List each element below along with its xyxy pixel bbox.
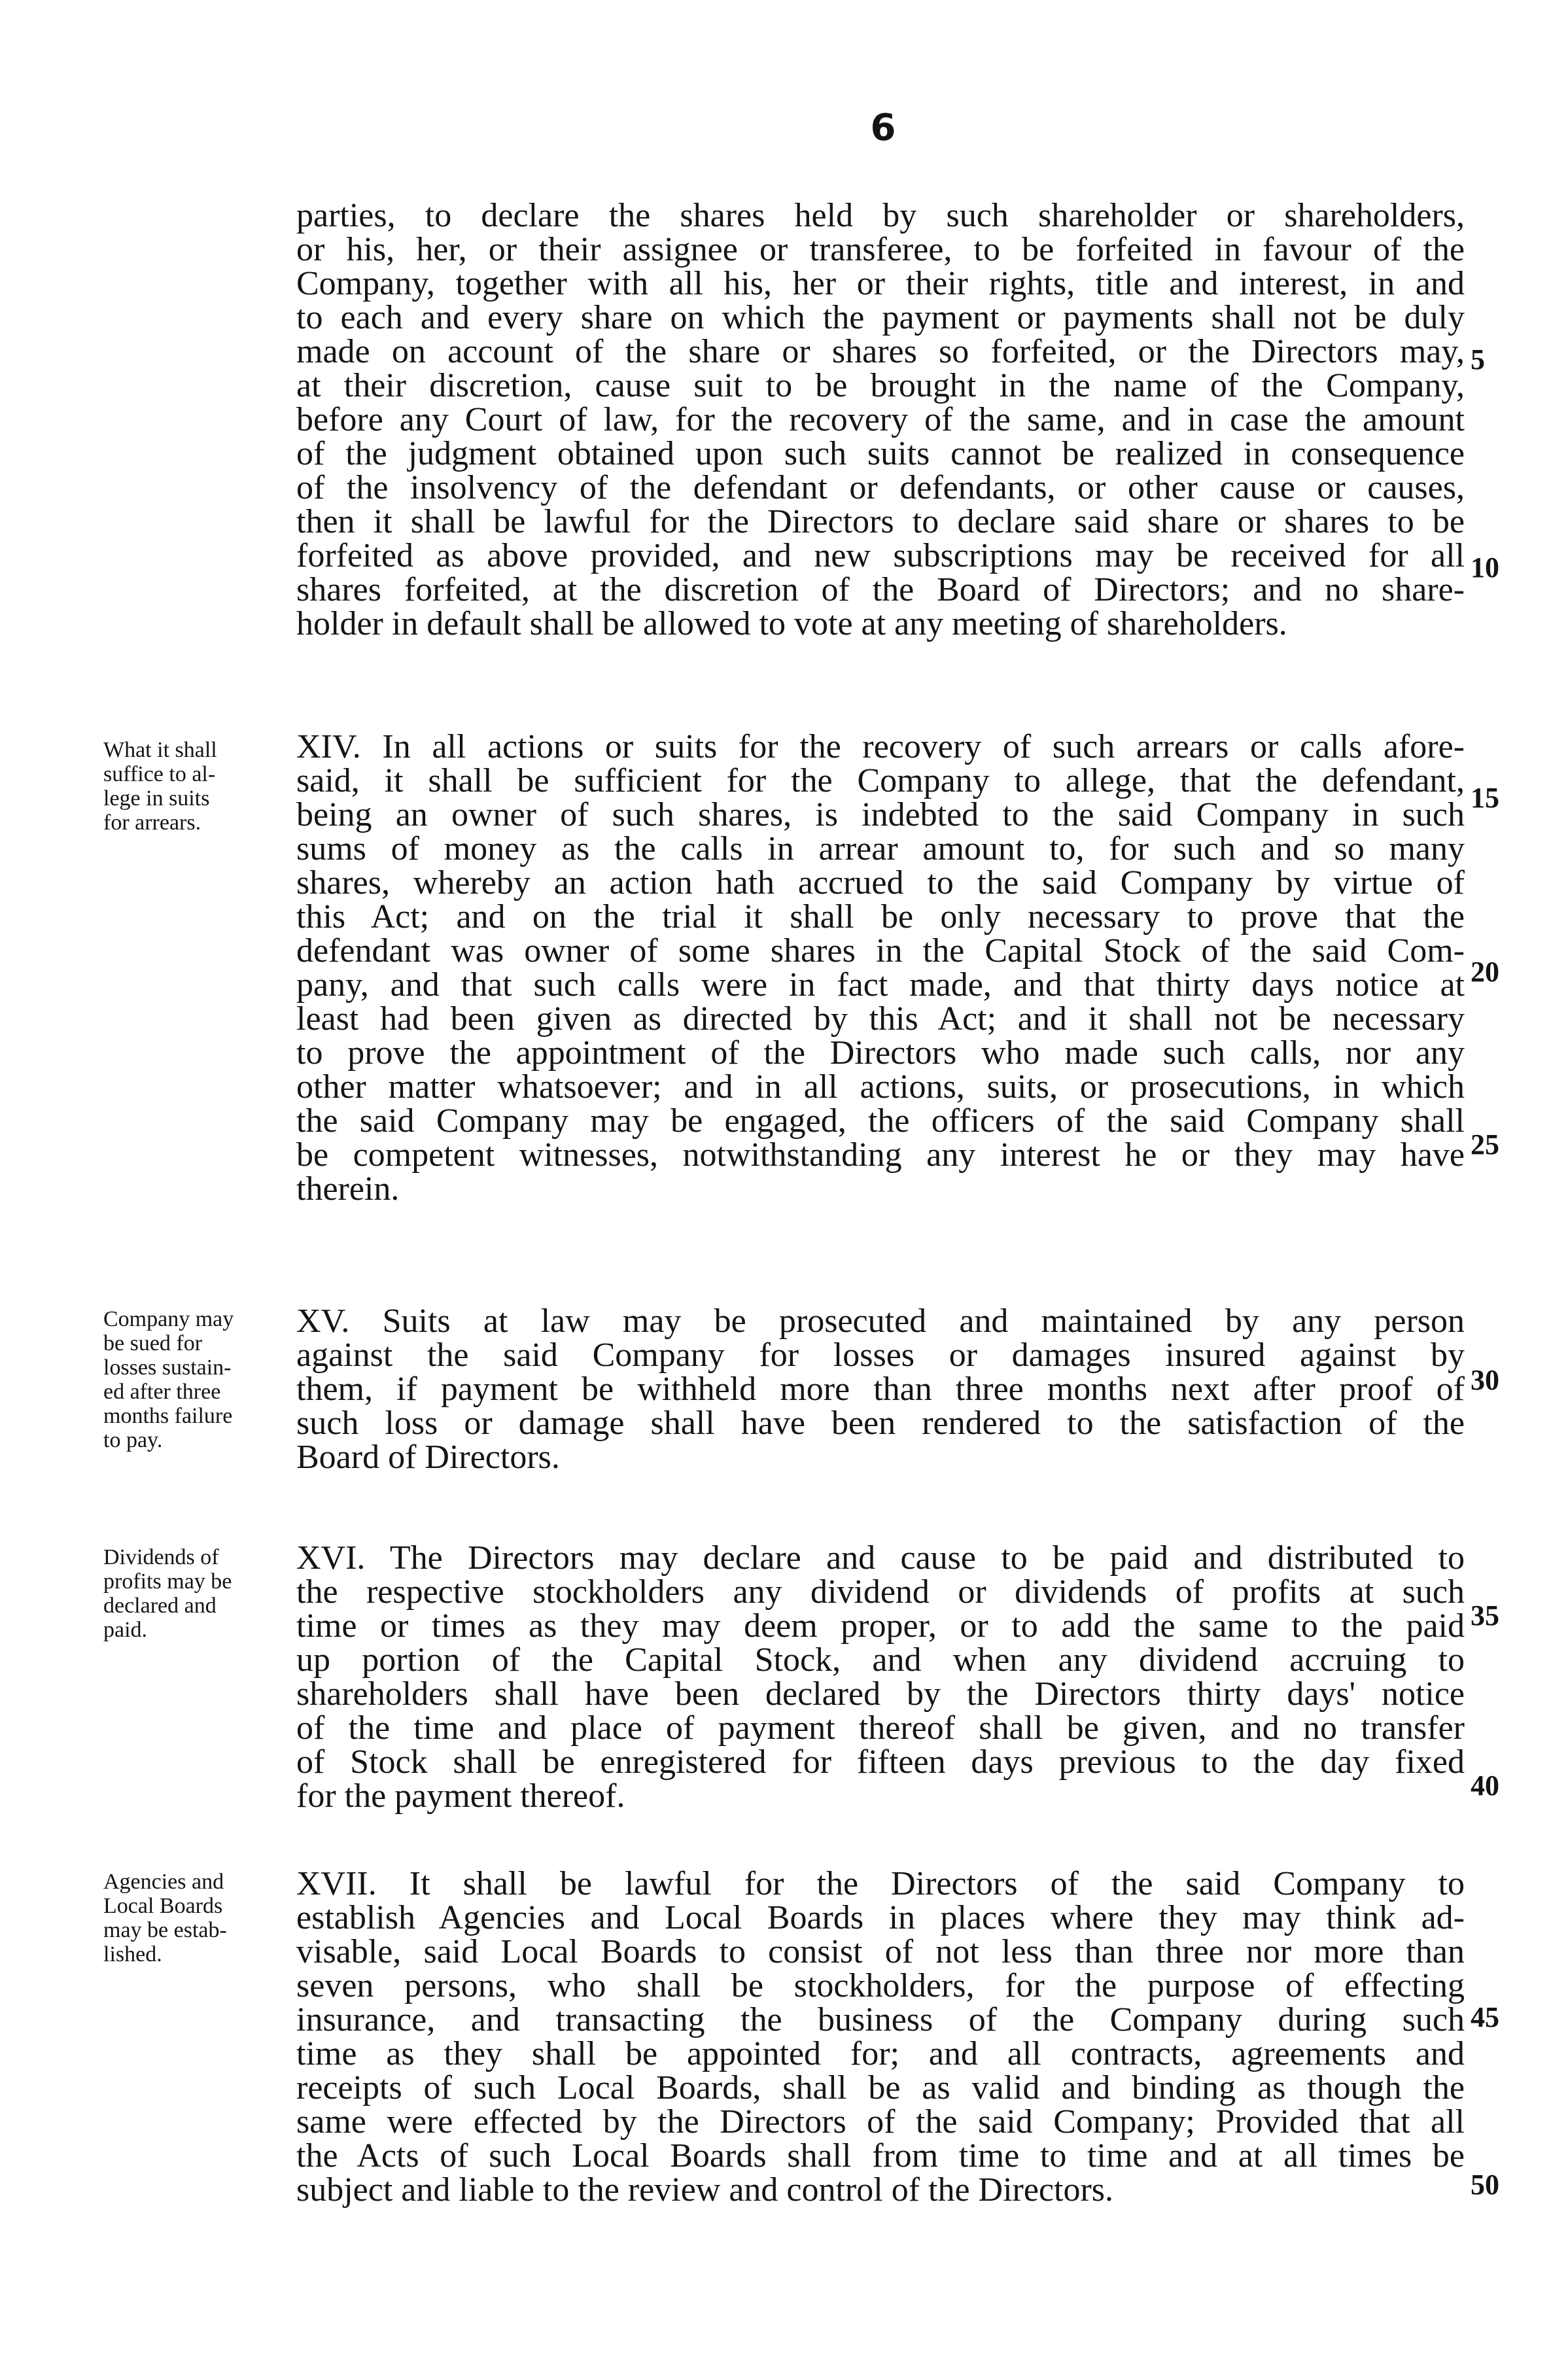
margin-note-line: declared and bbox=[103, 1594, 217, 1618]
text-line: parties, to declare the shares held by such shareholder or shareholders, bbox=[296, 197, 1465, 234]
text-line: establish Agencies and Local Boards in places where they may think ad- bbox=[296, 1899, 1465, 1936]
line-number: 30 bbox=[1471, 1364, 1499, 1396]
text-line: seven persons, who shall be stockholders, for the purpose of effecting bbox=[296, 1967, 1465, 2004]
text-line: shares, whereby an action hath accrued to the said Company by virtue of bbox=[296, 864, 1465, 901]
margin-note-line: lege in suits bbox=[103, 786, 210, 811]
margin-note-line: Dividends of bbox=[103, 1545, 219, 1569]
text-line: time as they shall be appointed for; and all contracts, agreements and bbox=[296, 2035, 1465, 2072]
text-line: the Acts of such Local Boards shall from time to time and at all times be bbox=[296, 2137, 1465, 2175]
text-line: holder in default shall be allowed to vote at any meeting of shareholders. bbox=[296, 605, 1287, 642]
margin-note-line: for arrears. bbox=[103, 811, 201, 835]
text-line: shareholders shall have been declared by the Directors thirty days' notice bbox=[296, 1675, 1465, 1713]
text-line: of the insolvency of the defendant or defendants, or other cause or causes, bbox=[296, 469, 1465, 506]
line-number: 15 bbox=[1471, 782, 1499, 814]
text-line: against the said Company for losses or damages insured against by bbox=[296, 1336, 1465, 1374]
text-line: XVII. It shall be lawful for the Directors of the said Company to bbox=[296, 1865, 1465, 1902]
margin-note-line: profits may be bbox=[103, 1569, 232, 1594]
text-line: Board of Directors. bbox=[296, 1439, 560, 1476]
text-line: receipts of such Local Boards, shall be as valid and binding as though the bbox=[296, 2069, 1465, 2106]
text-line: of the judgment obtained upon such suits cannot be realized in consequence bbox=[296, 435, 1465, 472]
text-line: the respective stockholders any dividend or dividends of profits at such bbox=[296, 1573, 1465, 1611]
text-line: be competent witnesses, notwithstanding any interest he or they may have bbox=[296, 1136, 1465, 1174]
text-line: to each and every share on which the payment or payments shall not be duly bbox=[296, 299, 1465, 336]
text-line: least had been given as directed by this Act; and it shall not be necessary bbox=[296, 1000, 1465, 1038]
text-line: therein. bbox=[296, 1170, 400, 1208]
margin-note-line: to pay. bbox=[103, 1428, 163, 1452]
text-line: such loss or damage shall have been rendered to the satisfaction of the bbox=[296, 1405, 1465, 1442]
text-line: pany, and that such calls were in fact made, and that thirty days notice at bbox=[296, 966, 1465, 1004]
text-line: shares forfeited, at the discretion of the Board of Directors; and no share- bbox=[296, 571, 1465, 608]
margin-note-line: ed after three bbox=[103, 1380, 221, 1404]
margin-note-line: may be estab- bbox=[103, 1918, 227, 1942]
text-line: Company, together with all his, her or their rights, title and interest, in and bbox=[296, 265, 1465, 302]
line-number: 20 bbox=[1471, 956, 1499, 988]
text-line: being an owner of such shares, is indebted to the said Company in such bbox=[296, 796, 1465, 833]
line-number: 50 bbox=[1471, 2169, 1499, 2201]
text-line: subject and liable to the review and control of the Directors. bbox=[296, 2171, 1114, 2209]
text-line: then it shall be lawful for the Directors to declare said share or shares to be bbox=[296, 503, 1465, 540]
text-line: the said Company may be engaged, the officers of the said Company shall bbox=[296, 1102, 1465, 1140]
text-line: said, it shall be sufficient for the Company to allege, that the defendant, bbox=[296, 762, 1465, 799]
text-line: sums of money as the calls in arrear amount to, for such and so many bbox=[296, 830, 1465, 867]
margin-note-line: paid. bbox=[103, 1618, 148, 1642]
text-line: this Act; and on the trial it shall be only necessary to prove that the bbox=[296, 898, 1465, 935]
text-line: time or times as they may deem proper, or to add the same to the paid bbox=[296, 1607, 1465, 1645]
margin-note-line: months failure bbox=[103, 1404, 233, 1428]
text-line: for the payment thereof. bbox=[296, 1777, 625, 1815]
text-line: them, if payment be withheld more than three months next after proof of bbox=[296, 1371, 1465, 1408]
text-line: up portion of the Capital Stock, and when any dividend accruing to bbox=[296, 1641, 1465, 1679]
margin-note-line: be sued for bbox=[103, 1331, 203, 1355]
margin-note-line: lished. bbox=[103, 1942, 162, 1966]
page-number: 6 bbox=[870, 107, 896, 149]
text-line: or his, her, or their assignee or transferee, to be forfeited in favour of the bbox=[296, 231, 1465, 268]
text-line: insurance, and transacting the business of the Company during such bbox=[296, 2001, 1465, 2038]
line-number: 35 bbox=[1471, 1599, 1499, 1632]
line-number: 40 bbox=[1471, 1770, 1499, 1802]
line-number: 45 bbox=[1471, 2001, 1499, 2033]
text-line: made on account of the share or shares so forfeited, or the Directors may, bbox=[296, 333, 1465, 370]
margin-note-line: Local Boards bbox=[103, 1894, 223, 1918]
margin-note-line: suffice to al- bbox=[103, 762, 216, 786]
line-number: 10 bbox=[1471, 551, 1499, 584]
text-line: XV. Suits at law may be prosecuted and maintained by any person bbox=[296, 1302, 1465, 1340]
line-number: 5 bbox=[1471, 343, 1485, 376]
line-number: 25 bbox=[1471, 1128, 1499, 1161]
text-line: of the time and place of payment thereof shall be given, and no transfer bbox=[296, 1709, 1465, 1747]
text-line: of Stock shall be enregistered for fifteen days previous to the day fixed bbox=[296, 1743, 1465, 1781]
margin-note-line: What it shall bbox=[103, 738, 217, 762]
text-line: visable, said Local Boards to consist of not less than three nor more than bbox=[296, 1933, 1465, 1970]
margin-note-line: Company may bbox=[103, 1307, 234, 1331]
margin-note-line: losses sustain- bbox=[103, 1355, 232, 1380]
text-line: forfeited as above provided, and new subscriptions may be received for all bbox=[296, 537, 1465, 574]
text-line: to prove the appointment of the Directors who made such calls, nor any bbox=[296, 1034, 1465, 1072]
text-line: other matter whatsoever; and in all actions, suits, or prosecutions, in which bbox=[296, 1068, 1465, 1106]
text-line: XIV. In all actions or suits for the recovery of such arrears or calls afore- bbox=[296, 728, 1465, 765]
text-line: XVI. The Directors may declare and cause to be paid and distributed to bbox=[296, 1539, 1465, 1577]
text-line: before any Court of law, for the recovery of the same, and in case the amount bbox=[296, 401, 1465, 438]
text-line: same were effected by the Directors of the said Company; Provided that all bbox=[296, 2103, 1465, 2140]
text-line: at their discretion, cause suit to be brought in the name of the Company, bbox=[296, 367, 1465, 404]
text-line: defendant was owner of some shares in the Capital Stock of the said Com- bbox=[296, 932, 1465, 970]
margin-note-line: Agencies and bbox=[103, 1870, 224, 1894]
